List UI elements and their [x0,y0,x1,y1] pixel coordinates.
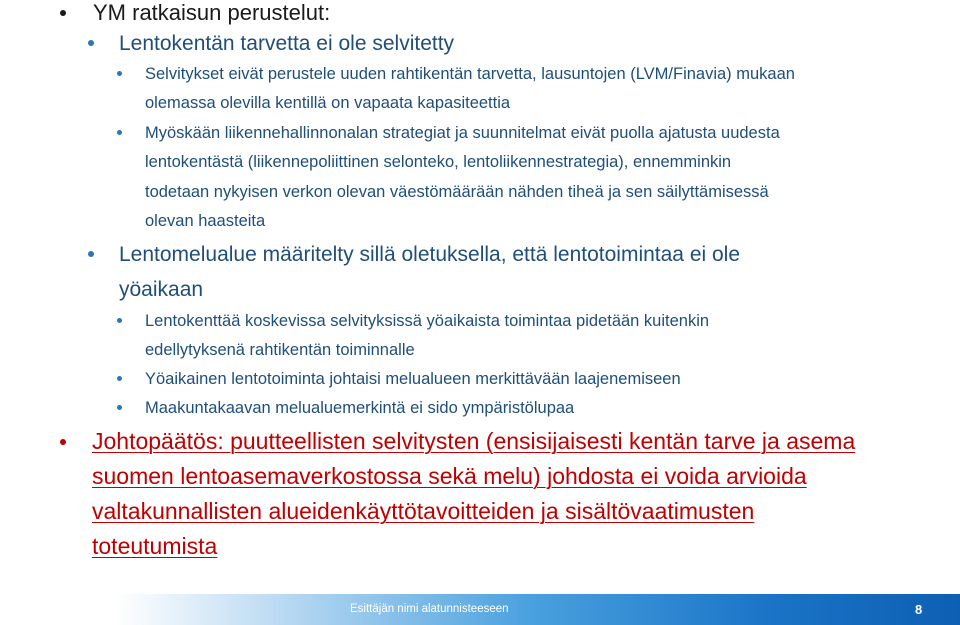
conclusion-line1: Johtopäätös: puutteellisten selvitysten (ensisijaisesti kentän tarve ja asema [92,428,856,454]
point1-sub2-line1: Myöskään liikennehallinnonalan strategiat ja suunnitelmat eivät puolla ajatusta uudesta [145,124,780,142]
bullet-icon [60,439,66,445]
conclusion-line2: suomen lentoasemaverkostossa sekä melu) johdosta ei voida arvioida [92,463,807,489]
bullet-icon [88,40,94,46]
bullet-icon [117,318,122,323]
bullet-icon [117,130,122,135]
slide-heading: YM ratkaisun perustelut: [93,0,331,25]
bullet-icon [117,376,122,381]
point1-sub1-line1: Selvitykset eivät perustele uuden rahtikentän tarvetta, lausuntojen (LVM/Finavia) mukaan [145,65,795,83]
point2-line2: yöaikaan [119,278,204,301]
point2-sub1-line2: edellytyksenä rahtikentän toiminnalle [145,341,415,359]
point2-sub3: Maakuntakaavan melualuemerkintä ei sido ympäristölupaa [145,399,575,417]
point2-sub1-line1: Lentokenttää koskevissa selvityksissä yöaikaista toimintaa pidetään kuitenkin [145,312,710,330]
point1-sub2-line3: todetaan nykyisen verkon olevan väestömäärään nähden tiheä ja sen säilyttämisessä [145,183,769,201]
point1-sub1-line2: olemassa olevilla kentillä on vapaata kapasiteettia [145,94,511,112]
point2-sub2: Yöaikainen lentotoiminta johtaisi melualueen merkittävään laajenemiseen [145,370,681,388]
conclusion-line4: toteutumista [92,533,218,559]
point1-sub2-line4: olevan haasteita [145,212,266,230]
point1-title: Lentokentän tarvetta ei ole selvitetty [119,32,455,55]
footer-text: Esittäjän nimi alatunnisteeseen [350,603,509,615]
point1-sub2-line2: lentokentästä (liikennepoliittinen selonteko, lentoliikennestrategia), ennemminkin [145,153,732,171]
point2-line1: Lentomelualue määritelty sillä oletuksella, että lentotoimintaa ei ole [119,243,741,266]
bullet-icon [117,405,122,410]
conclusion-line3: valtakunnallisten alueidenkäyttötavoitteiden ja sisältövaatimusten [92,498,755,524]
bullet-icon [88,251,94,257]
bullet-icon [60,10,66,16]
bullet-icon [117,71,122,76]
page-number: 8 [915,602,923,617]
